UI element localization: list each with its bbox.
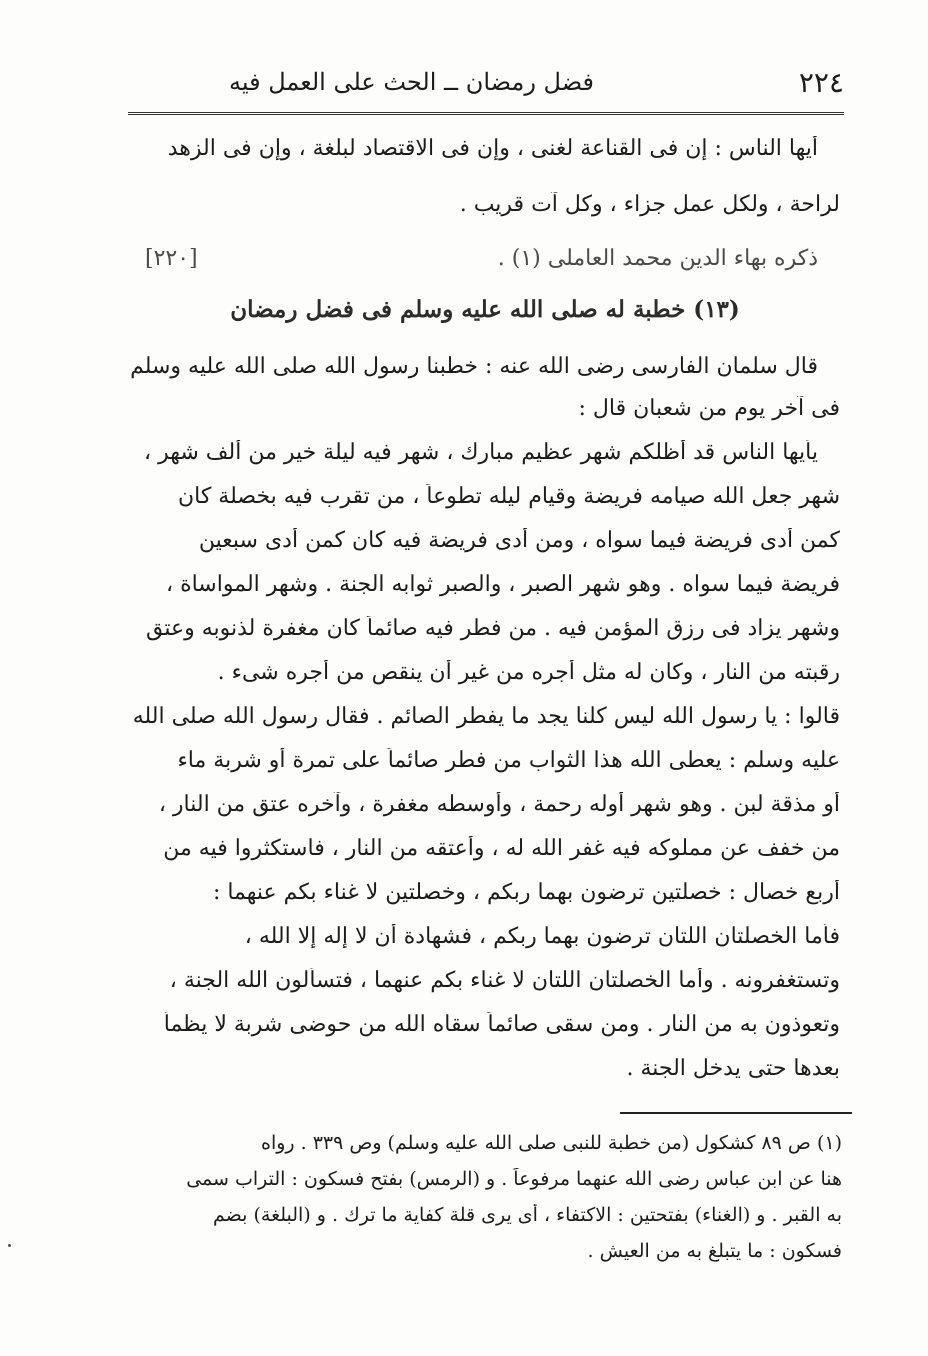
sermon-line: كمن أدى فريضة فيما سواه ، ومن أدى فريضة فيه كان كمن أدى سبعين xyxy=(198,528,840,553)
footnote-line: هنا عن ابن عباس رضى الله عنهما مرفوعاً . و (الرمس) بفتح فسكون : التراب سمى xyxy=(186,1168,842,1190)
sermon-line: وشهر يزاد فى رزق المؤمن فيه . من فطر فيه صائماً كان مغفرة لذنوبه وعتق xyxy=(146,616,840,641)
reference-code: [٢٢٠] xyxy=(145,246,198,271)
sermon-line: رقبته من النار ، وكان له مثل أجره من غير أن ينقص من أجره شىء . xyxy=(217,660,840,685)
page-number: ٢٢٤ xyxy=(798,66,844,99)
sermon-line: أو مذقة لبن . وهو شهر أوله رحمة ، وأوسطه مغفرة ، وآخره عتق من النار ، xyxy=(158,792,840,817)
footnote-line: فسكون : ما يتبلغ به من العيش . xyxy=(587,1240,842,1262)
sermon-line: شهر جعل الله صيامه فريضة وقيام ليله تطوعاً ، من تقرب فيه بخصلة كان xyxy=(177,484,840,509)
sermon-line: وتستغفرونه . وأما الخصلتان اللتان لا غناء بكم عنهما ، فتسألون الله الجنة ، xyxy=(169,968,840,993)
footnote-line: (١) ص ٨٩ كشكول (من خطبة للنبى صلى الله عليه وسلم) وص ٣٣٩ . رواه xyxy=(261,1132,842,1154)
section-heading: (١٣) خطبة له صلى الله عليه وسلم فى فضل رمضان xyxy=(230,296,740,323)
page-header xyxy=(128,62,844,108)
sermon-line: فأما الخصلتان اللتان ترضون بهما ربكم ، فشهادة أن لا إله إلا الله ، xyxy=(244,924,840,949)
sermon-line: عليه وسلم : يعطى الله هذا الثواب من فطر صائماً على تمرة أو شربة ماء xyxy=(177,748,840,773)
sermon-line: بعدها حتى يدخل الجنة . xyxy=(626,1056,840,1081)
attribution-line: ذكره بهاء الدين محمد العاملى (١) . xyxy=(497,246,818,271)
sermon-line: قالوا : يا رسول الله ليس كلنا يجد ما يفطر الصائم . فقال رسول الله صلى الله xyxy=(132,704,840,729)
margin-speck xyxy=(8,1244,11,1247)
sermon-line: أربع خصال : خصلتين ترضون بهما ربكم ، وخصلتين لا غناء بكم عنهما : xyxy=(212,880,840,905)
running-title: فضل رمضان ــ الحث على العمل فيه xyxy=(229,68,594,96)
sermon-line: فريضة فيما سواه . وهو شهر الصبر ، والصبر ثوابه الجنة . وشهر المواساة ، xyxy=(165,572,840,597)
sermon-line: من خفف عن مملوكه فيه غفر الله له ، وأعتقه من النار ، فاستكثروا فيه من xyxy=(163,836,840,861)
footnote-rule xyxy=(620,1112,852,1114)
sermon-line: فى آخر يوم من شعبان قال : xyxy=(578,396,840,421)
sermon-line: وتعوذون به من النار . ومن سقى صائماً سقاه الله من حوضى شربة لا يظمأ xyxy=(163,1012,840,1037)
footnote-line: به القبر . و (الغناء) بفتحتين : الاكتفاء ، أى يرى قلة كفاية ما ترك . و (البلغة) بضم xyxy=(213,1204,842,1226)
sermon-line: قال سلمان الفارسى رضى الله عنه : خطبنا رسول الله صلى الله عليه وسلم xyxy=(130,354,818,379)
header-rule xyxy=(128,112,844,115)
sermon-line: يأيها الناس قد أظلكم شهر عظيم مبارك ، شهر فيه ليلة خير من ألف شهر ، xyxy=(143,440,818,465)
body-line: لراحة ، ولكل عمل جزاء ، وكل آت قريب . xyxy=(459,192,840,217)
body-line: أيها الناس : إن فى القناعة لغنى ، وإن فى الاقتصاد لبلغة ، وإن فى الزهد xyxy=(167,136,818,161)
